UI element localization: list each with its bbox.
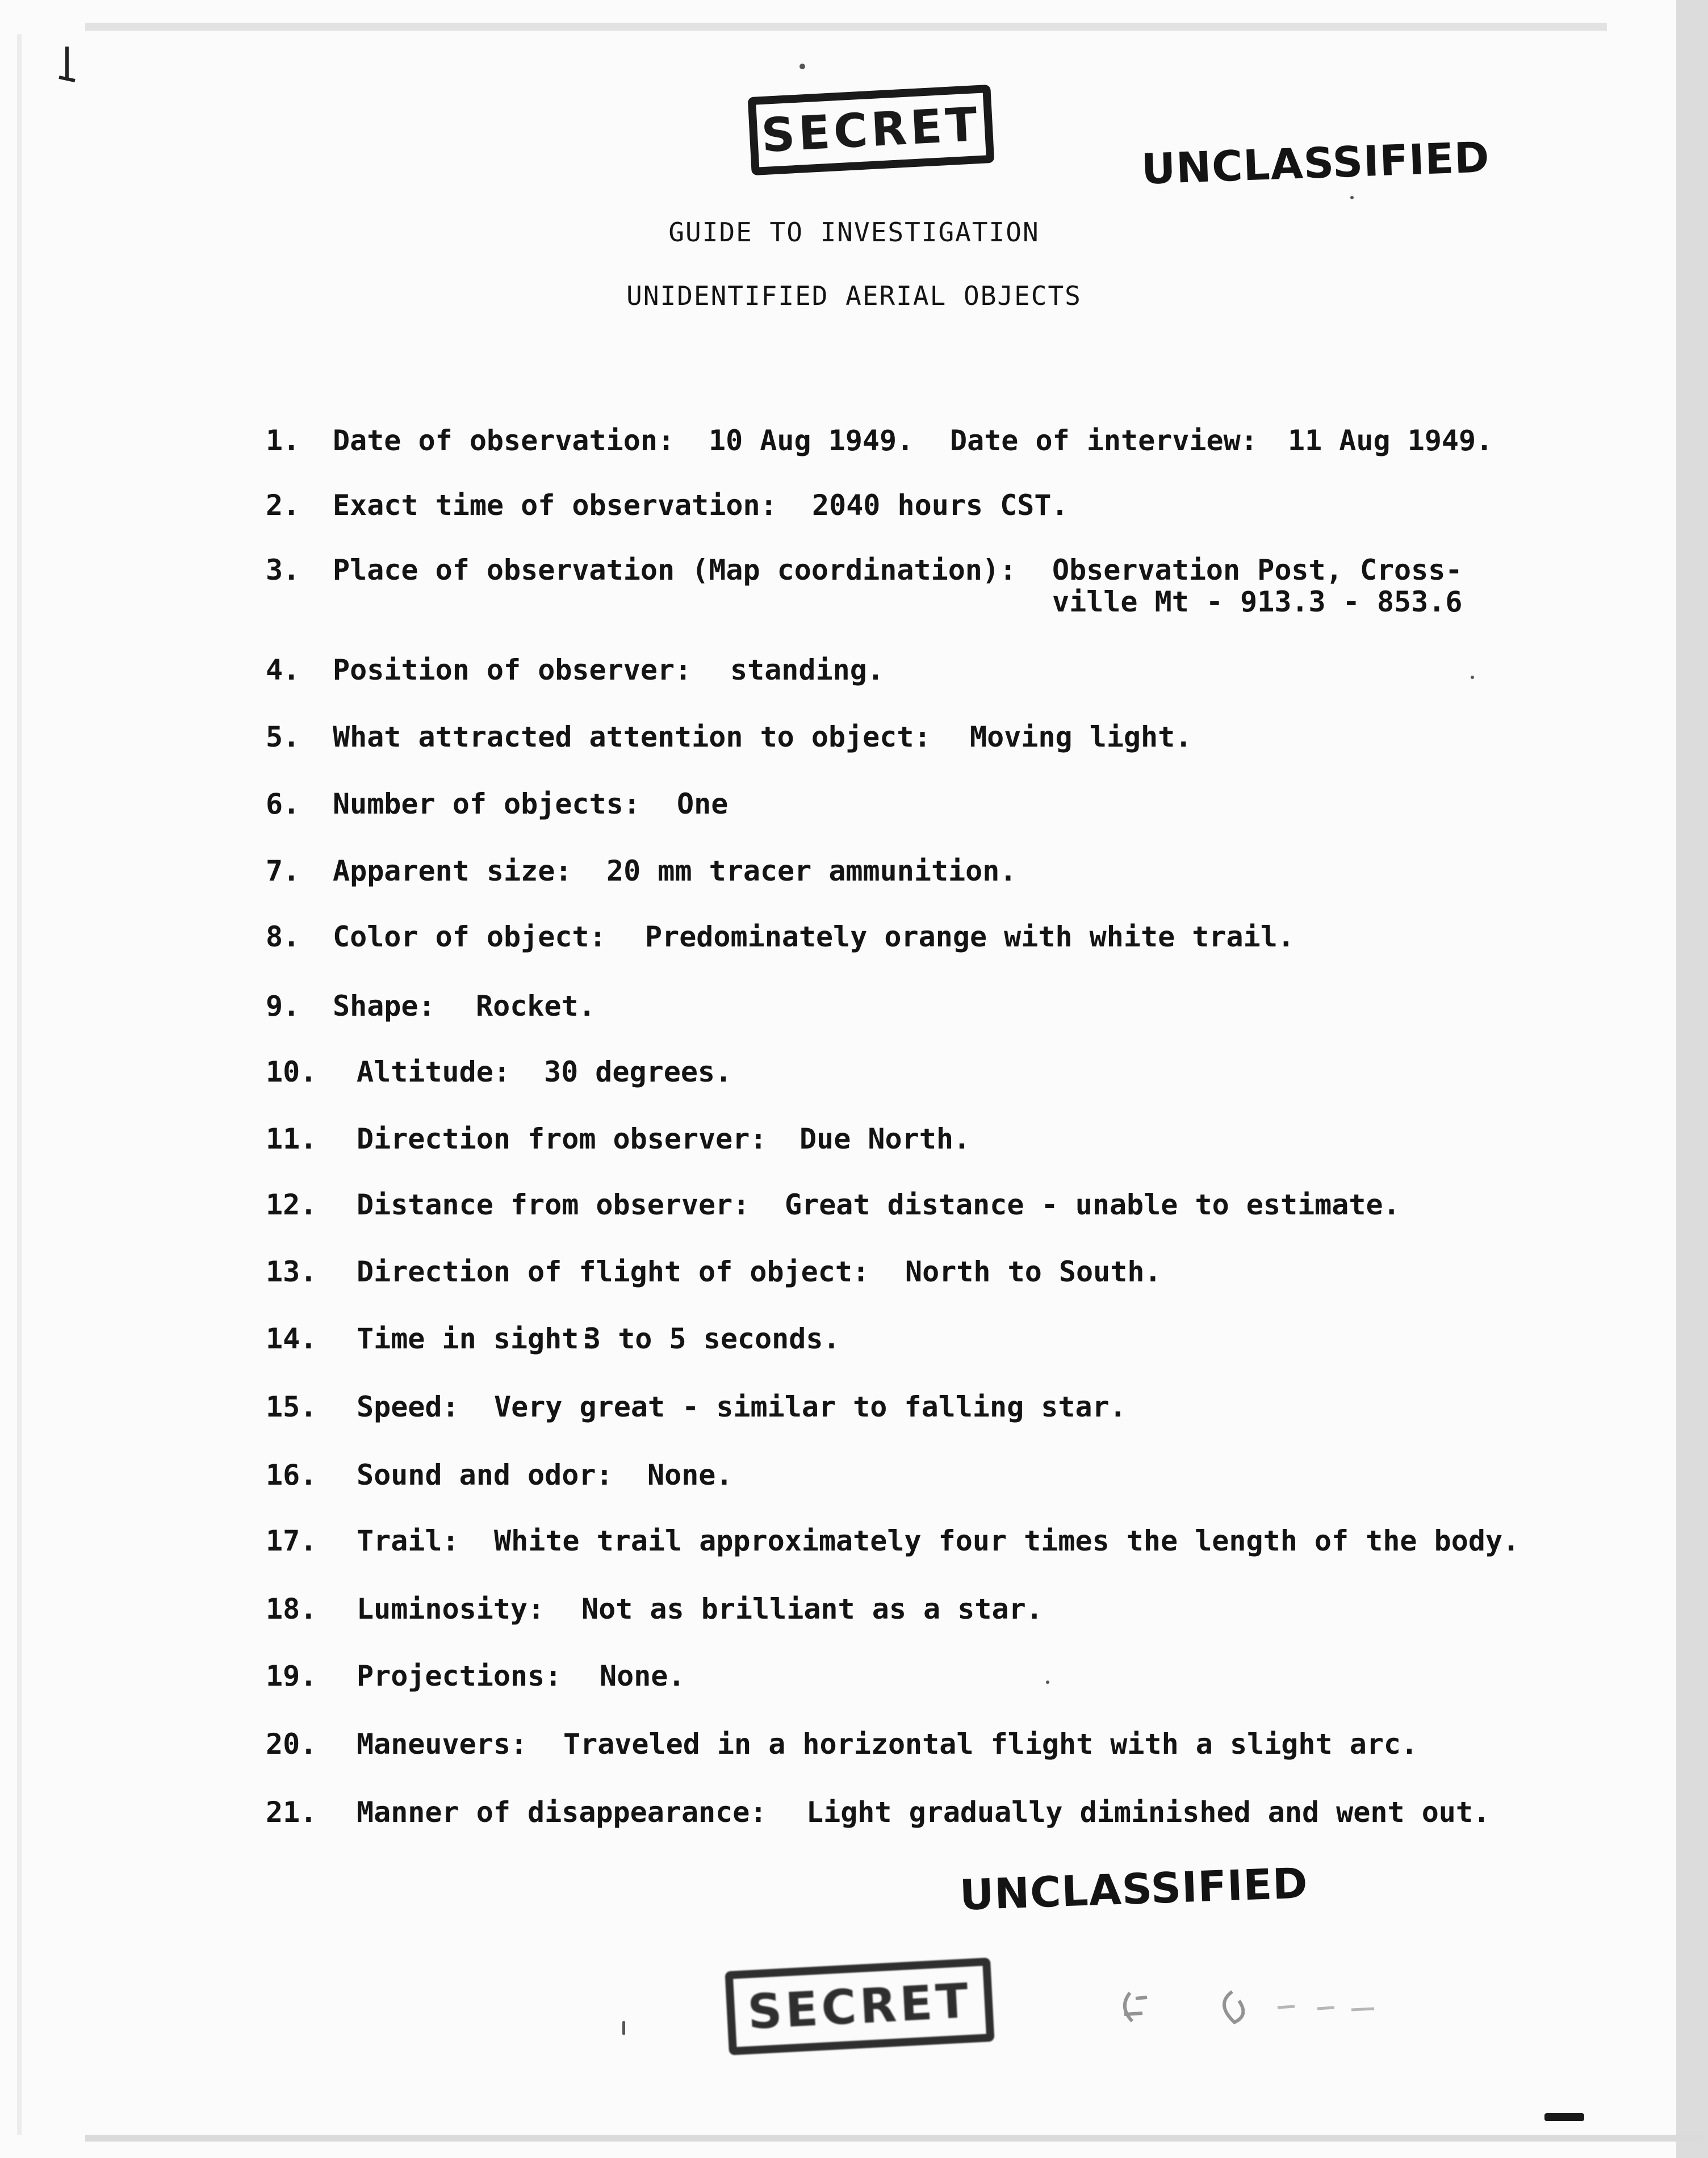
item-value: Predominately orange with white trail. <box>645 920 1295 953</box>
item-label: Position of observer: <box>333 653 692 686</box>
item-number: 8. <box>266 920 300 953</box>
item-value: None. <box>647 1459 733 1491</box>
scan-speck <box>1350 196 1354 199</box>
item-number: 9. <box>266 990 300 1023</box>
item-value: Traveled in a horizontal flight with a slight arc. <box>563 1728 1418 1761</box>
item-label: Luminosity: <box>357 1593 545 1625</box>
item-number: 1. <box>266 424 300 457</box>
scan-speck <box>799 64 805 69</box>
item-value: Not as brilliant as a star. <box>581 1593 1043 1625</box>
scan-edge-right <box>1676 0 1708 2158</box>
item-label: Number of objects: <box>333 787 640 820</box>
classification-marking-top: UNCLASSIFIED <box>1140 133 1491 194</box>
item-label: Time in sight: <box>357 1322 596 1355</box>
item-label: Date of observation: <box>333 424 675 457</box>
secret-stamp-top <box>748 85 995 175</box>
item-value: Great distance - unable to estimate. <box>785 1188 1400 1221</box>
item-extra-value: 11 Aug 1949. <box>1288 424 1493 457</box>
handwritten-marks-bottom <box>1113 1981 1408 2033</box>
item-label: Direction of flight of object: <box>357 1255 870 1288</box>
item-number: 15. <box>266 1390 317 1423</box>
item-label: Sound and odor: <box>357 1459 613 1491</box>
scan-speck <box>622 2021 625 2035</box>
item-value: Moving light. <box>970 720 1192 753</box>
item-number: 20. <box>266 1728 317 1761</box>
item-value: 30 degrees. <box>544 1055 732 1088</box>
item-number: 11. <box>266 1122 317 1155</box>
item-label: Exact time of observation: <box>333 489 777 522</box>
document-heading-line-2: UNIDENTIFIED AERIAL OBJECTS <box>626 280 1082 311</box>
item-value: standing. <box>730 653 884 686</box>
item-label: Direction from observer: <box>357 1122 767 1155</box>
item-label: Apparent size: <box>333 854 572 887</box>
item-value: 20 mm tracer ammunition. <box>606 854 1017 887</box>
item-value: Very great - similar to falling star. <box>494 1390 1127 1423</box>
item-value: None. <box>600 1660 685 1692</box>
item-number: 17. <box>266 1524 317 1557</box>
scan-edge-top <box>85 23 1607 31</box>
item-label: Altitude: <box>357 1055 510 1088</box>
scan-edge-left <box>17 34 22 2135</box>
item-number: 18. <box>266 1593 317 1625</box>
secret-stamp-top-text: SECRET <box>760 97 982 163</box>
item-number: 5. <box>266 720 300 753</box>
scan-speck <box>1471 676 1474 679</box>
item-number: 12. <box>266 1188 317 1221</box>
item-value: North to South. <box>905 1255 1162 1288</box>
scan-edge-bottom <box>85 2135 1703 2142</box>
item-value: Rocket. <box>476 990 596 1023</box>
item-label: Trail: <box>357 1524 459 1557</box>
item-value: White trail approximately four times the length of the body. <box>494 1524 1520 1557</box>
classification-marking-bottom: UNCLASSIFIED <box>958 1859 1309 1920</box>
item-label: Shape: <box>333 990 436 1023</box>
item-label: Place of observation (Map coordination): <box>333 554 1017 586</box>
item-label: Distance from observer: <box>357 1188 750 1221</box>
item-label: What attracted attention to object: <box>333 720 931 753</box>
secret-stamp-bottom <box>725 1958 994 2055</box>
item-number: 16. <box>266 1459 317 1491</box>
item-number: 10. <box>266 1055 317 1088</box>
item-number: 13. <box>266 1255 317 1288</box>
scan-speck <box>1046 1681 1049 1684</box>
item-number: 14. <box>266 1322 317 1355</box>
item-number: 21. <box>266 1796 317 1829</box>
item-number: 3. <box>266 554 300 586</box>
item-value: 2040 hours CST. <box>812 489 1069 522</box>
item-value: 10 Aug 1949. <box>709 424 914 457</box>
item-label: Projections: <box>357 1660 562 1692</box>
item-label: Maneuvers: <box>357 1728 528 1761</box>
corner-handwritten-mark <box>56 44 78 90</box>
item-number: 4. <box>266 653 300 686</box>
item-label: Speed: <box>357 1390 459 1423</box>
secret-stamp-bottom-text: SECRET <box>746 1972 973 2040</box>
item-number: 19. <box>266 1660 317 1692</box>
item-number: 2. <box>266 489 300 522</box>
item-value: One <box>677 787 729 820</box>
item-label: Color of object: <box>333 920 606 953</box>
item-value: Light gradually diminished and went out. <box>806 1796 1491 1829</box>
item-value-line-2: ville Mt - 913.3 - 853.6 <box>1052 585 1463 618</box>
scan-speck <box>1544 2113 1584 2121</box>
item-extra-label: Date of interview: <box>950 424 1258 457</box>
item-number: 6. <box>266 787 300 820</box>
item-value: Observation Post, Cross- <box>1052 554 1463 586</box>
item-label: Manner of disappearance: <box>357 1796 767 1829</box>
item-number: 7. <box>266 854 300 887</box>
item-value: 3 to 5 seconds. <box>584 1322 840 1355</box>
item-value: Due North. <box>799 1122 971 1155</box>
document-heading-line-1: GUIDE TO INVESTIGATION <box>668 217 1040 248</box>
